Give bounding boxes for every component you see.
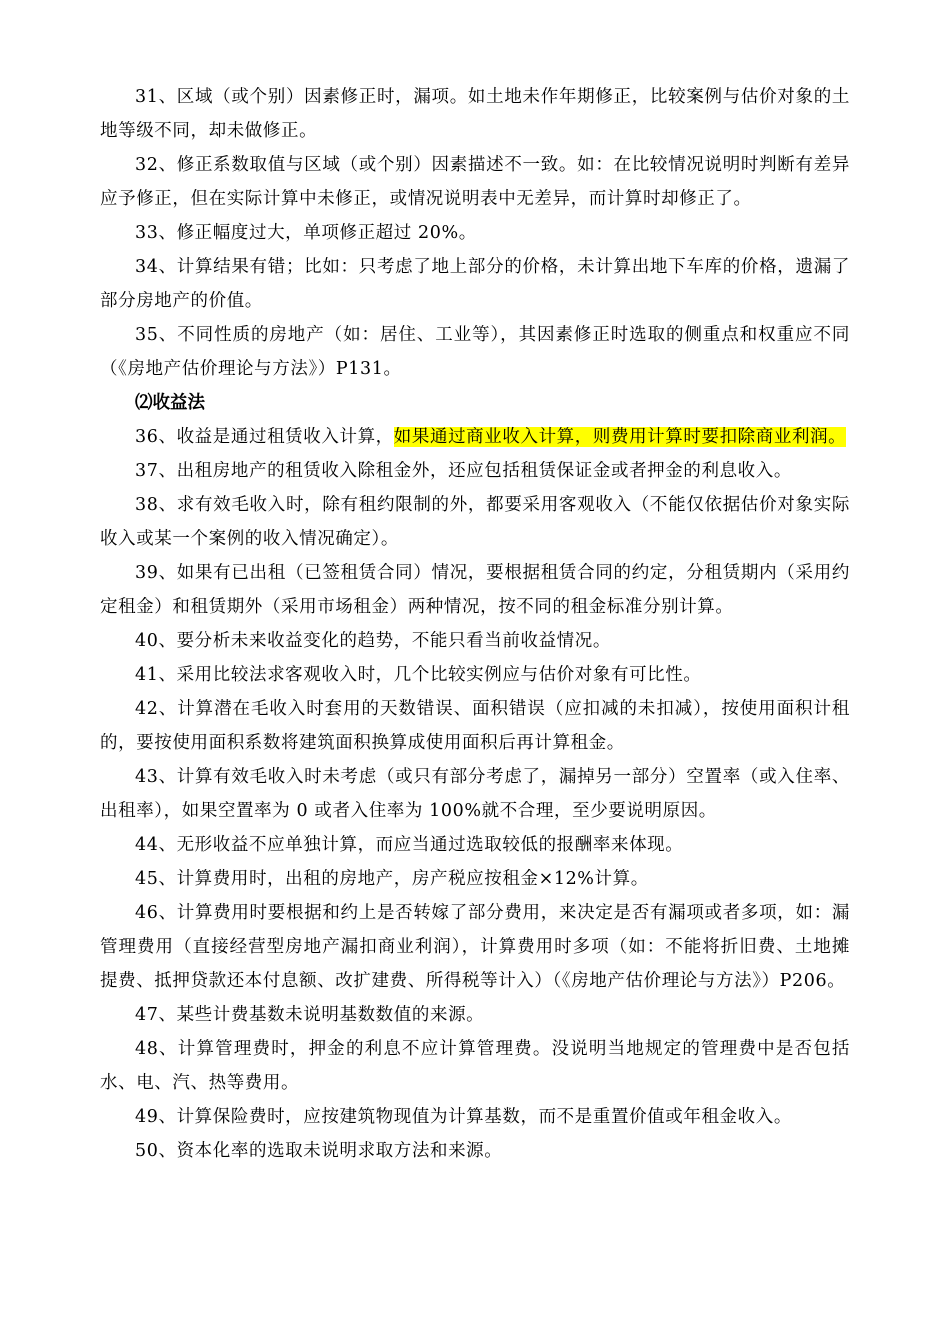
- list-item-47: 47、某些计费基数未说明基数数值的来源。: [135, 1005, 485, 1025]
- list-item-50: 50、资本化率的选取未说明求取方法和来源。: [135, 1141, 503, 1161]
- list-item-37: 37、出租房地产的租赁收入除租金外，还应包括租赁保证金或者押金的利息收入。: [135, 461, 792, 481]
- list-item-32: 32、修正系数取值与区域（或个别）因素描述不一致。如：在比较情况说明时判断有差异应予修正，但在实际计算中未修正，或情况说明表中无差异，而计算时却修正了。: [100, 155, 850, 209]
- list-item-40: 40、要分析未来收益变化的趋势，不能只看当前收益情况。: [135, 631, 611, 651]
- section-heading-income-method: ⑵收益法: [135, 393, 205, 413]
- list-item-42: 42、计算潜在毛收入时套用的天数错误、面积错误（应扣减的未扣减），按使用面积计租的，要按使用面积系数将建筑面积换算成使用面积后再计算租金。: [100, 699, 850, 753]
- list-item-34: 34、计算结果有错；比如：只考虑了地上部分的价格，未计算出地下车库的价格，遗漏了部分房地产的价值。: [100, 257, 850, 311]
- list-item-41: 41、采用比较法求客观收入时，几个比较实例应与估价对象有可比性。: [135, 665, 702, 685]
- list-item-44: 44、无形收益不应单独计算，而应当通过选取较低的报酬率来体现。: [135, 835, 684, 855]
- list-item-31: 31、区域（或个别）因素修正时，漏项。如土地未作年期修正，比较案例与估价对象的土地等级不同，却未做修正。: [100, 87, 850, 141]
- list-item-45: 45、计算费用时，出租的房地产，房产税应按租金×12%计算。: [135, 869, 649, 889]
- list-item-48: 48、计算管理费时，押金的利息不应计算管理费。没说明当地规定的管理费中是否包括水、电、汽、热等费用。: [100, 1039, 850, 1093]
- list-item-33: 33、修正幅度过大，单项修正超过 20%。: [135, 223, 477, 243]
- list-item-46: 46、计算费用时要根据和约上是否转嫁了部分费用，来决定是否有漏项或者多项，如：漏管理费用（直接经营型房地产漏扣商业利润），计算费用时多项（如：不能将折旧费、土地摊提费、抵押贷款还本付息额、改扩建费、所得税等计入）（《房地产估价理论与方法》）P206。: [100, 903, 850, 991]
- list-item-49: 49、计算保险费时，应按建筑物现值为计算基数，而不是重置价值或年租金收入。: [135, 1107, 792, 1127]
- list-item-38: 38、求有效毛收入时，除有租约限制的外，都要采用客观收入（不能仅依据估价对象实际收入或某一个案例的收入情况确定）。: [100, 495, 850, 549]
- list-item-36-text: 36、收益是通过租赁收入计算，: [135, 427, 394, 447]
- list-item-39: 39、如果有已出租（已签租赁合同）情况，要根据租赁合同的约定，分租赁期内（采用约定租金）和租赁期外（采用市场租金）两种情况，按不同的租金标准分别计算。: [100, 563, 850, 617]
- list-item-35: 35、不同性质的房地产（如：居住、工业等），其因素修正时选取的侧重点和权重应不同（《房地产估价理论与方法》）P131。: [100, 325, 850, 379]
- highlighted-text: 如果通过商业收入计算，则费用计算时要扣除商业利润。: [393, 427, 847, 447]
- list-item-43: 43、计算有效毛收入时未考虑（或只有部分考虑了，漏掉另一部分）空置率（或入住率、出租率），如果空置率为 0 或者入住率为 100%就不合理，至少要说明原因。: [100, 767, 850, 821]
- list-item-36: [100, 420, 850, 454]
